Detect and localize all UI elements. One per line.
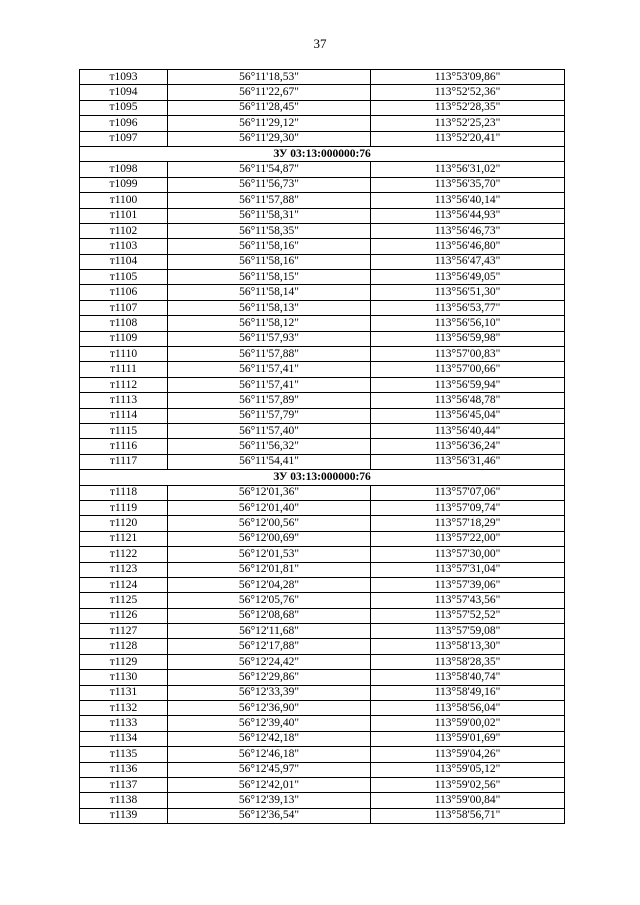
- point-id-cell: т1124: [80, 577, 168, 592]
- point-id-cell: т1136: [80, 762, 168, 777]
- longitude-cell: 113°59'00,02": [371, 716, 565, 731]
- point-id-cell: т1108: [80, 316, 168, 331]
- latitude-cell: 56°12'01,53": [168, 547, 371, 562]
- longitude-cell: 113°52'20,41": [371, 131, 565, 146]
- longitude-cell: 113°56'59,94": [371, 377, 565, 392]
- point-id-cell: т1127: [80, 624, 168, 639]
- table-row: [80, 131, 565, 146]
- table-row: [80, 639, 565, 654]
- longitude-cell: 113°56'49,05": [371, 270, 565, 285]
- table-row: [80, 347, 565, 362]
- longitude-cell: 113°56'47,43": [371, 254, 565, 269]
- longitude-cell: 113°57'18,29": [371, 516, 565, 531]
- longitude-cell: 113°57'43,56": [371, 593, 565, 608]
- point-id-cell: т1095: [80, 100, 168, 115]
- longitude-cell: 113°57'07,06": [371, 485, 565, 500]
- point-id-cell: т1119: [80, 500, 168, 515]
- point-id-cell: т1116: [80, 439, 168, 454]
- table-row: [80, 624, 565, 639]
- longitude-cell: 113°53'09,86": [371, 70, 565, 85]
- point-id-cell: т1123: [80, 562, 168, 577]
- longitude-cell: 113°57'22,00": [371, 531, 565, 546]
- longitude-cell: 113°59'01,69": [371, 731, 565, 746]
- table-row: [80, 685, 565, 700]
- longitude-cell: 113°57'52,52": [371, 608, 565, 623]
- latitude-cell: 56°11'57,89": [168, 393, 371, 408]
- point-id-cell: т1101: [80, 208, 168, 223]
- longitude-cell: 113°58'28,35": [371, 654, 565, 669]
- point-id-cell: т1121: [80, 531, 168, 546]
- coordinates-table: [79, 69, 565, 824]
- longitude-cell: 113°56'40,14": [371, 193, 565, 208]
- point-id-cell: т1107: [80, 300, 168, 315]
- table-row: [80, 362, 565, 377]
- table-row: [80, 562, 565, 577]
- point-id-cell: т1128: [80, 639, 168, 654]
- point-id-cell: т1117: [80, 454, 168, 469]
- point-id-cell: т1102: [80, 223, 168, 238]
- table-row: [80, 454, 565, 469]
- point-id-cell: т1098: [80, 162, 168, 177]
- longitude-cell: 113°56'31,02": [371, 162, 565, 177]
- longitude-cell: 113°59'00,84": [371, 793, 565, 808]
- longitude-cell: 113°56'51,30": [371, 285, 565, 300]
- point-id-cell: т1096: [80, 116, 168, 131]
- table-row: [80, 193, 565, 208]
- table-row: [80, 516, 565, 531]
- table-row: [80, 654, 565, 669]
- point-id-cell: т1131: [80, 685, 168, 700]
- point-id-cell: т1126: [80, 608, 168, 623]
- latitude-cell: 56°11'57,88": [168, 193, 371, 208]
- table-row: [80, 608, 565, 623]
- section-heading-row: [80, 470, 565, 485]
- latitude-cell: 56°11'58,16": [168, 239, 371, 254]
- section-heading-row: [80, 146, 565, 161]
- table-row: [80, 162, 565, 177]
- latitude-cell: 56°12'29,86": [168, 670, 371, 685]
- longitude-cell: 113°56'31,46": [371, 454, 565, 469]
- table-row: [80, 377, 565, 392]
- latitude-cell: 56°11'57,41": [168, 362, 371, 377]
- table-row: [80, 100, 565, 115]
- latitude-cell: 56°11'29,12": [168, 116, 371, 131]
- table-row: [80, 670, 565, 685]
- point-id-cell: т1110: [80, 347, 168, 362]
- latitude-cell: 56°12'01,40": [168, 500, 371, 515]
- point-id-cell: т1133: [80, 716, 168, 731]
- latitude-cell: 56°11'58,31": [168, 208, 371, 223]
- table-row: [80, 316, 565, 331]
- latitude-cell: 56°12'36,90": [168, 701, 371, 716]
- latitude-cell: 56°11'56,32": [168, 439, 371, 454]
- point-id-cell: т1093: [80, 70, 168, 85]
- longitude-cell: 113°56'40,44": [371, 423, 565, 438]
- latitude-cell: 56°12'08,68": [168, 608, 371, 623]
- point-id-cell: т1103: [80, 239, 168, 254]
- latitude-cell: 56°12'01,36": [168, 485, 371, 500]
- latitude-cell: 56°12'01,81": [168, 562, 371, 577]
- table-row: [80, 270, 565, 285]
- point-id-cell: т1114: [80, 408, 168, 423]
- latitude-cell: 56°12'24,42": [168, 654, 371, 669]
- latitude-cell: 56°12'36,54": [168, 808, 371, 823]
- longitude-cell: 113°56'46,73": [371, 223, 565, 238]
- longitude-cell: 113°59'05,12": [371, 762, 565, 777]
- point-id-cell: т1100: [80, 193, 168, 208]
- section-heading: ЗУ 03:13:000000:76: [80, 146, 565, 161]
- latitude-cell: 56°11'58,15": [168, 270, 371, 285]
- longitude-cell: 113°57'59,08": [371, 624, 565, 639]
- point-id-cell: т1129: [80, 654, 168, 669]
- point-id-cell: т1132: [80, 701, 168, 716]
- point-id-cell: т1122: [80, 547, 168, 562]
- longitude-cell: 113°56'45,04": [371, 408, 565, 423]
- longitude-cell: 113°52'52,36": [371, 85, 565, 100]
- latitude-cell: 56°11'54,41": [168, 454, 371, 469]
- point-id-cell: т1106: [80, 285, 168, 300]
- longitude-cell: 113°57'31,04": [371, 562, 565, 577]
- longitude-cell: 113°56'36,24": [371, 439, 565, 454]
- longitude-cell: 113°56'48,78": [371, 393, 565, 408]
- latitude-cell: 56°12'05,76": [168, 593, 371, 608]
- longitude-cell: 113°57'30,00": [371, 547, 565, 562]
- point-id-cell: т1139: [80, 808, 168, 823]
- latitude-cell: 56°12'39,13": [168, 793, 371, 808]
- latitude-cell: 56°12'11,68": [168, 624, 371, 639]
- latitude-cell: 56°12'39,40": [168, 716, 371, 731]
- point-id-cell: т1130: [80, 670, 168, 685]
- longitude-cell: 113°58'13,30": [371, 639, 565, 654]
- longitude-cell: 113°56'59,98": [371, 331, 565, 346]
- table-row: [80, 500, 565, 515]
- longitude-cell: 113°56'53,77": [371, 300, 565, 315]
- table-row: [80, 777, 565, 792]
- latitude-cell: 56°12'00,69": [168, 531, 371, 546]
- latitude-cell: 56°11'56,73": [168, 177, 371, 192]
- table-row: [80, 747, 565, 762]
- latitude-cell: 56°12'42,01": [168, 777, 371, 792]
- latitude-cell: 56°11'57,79": [168, 408, 371, 423]
- table-row: [80, 177, 565, 192]
- longitude-cell: 113°52'28,35": [371, 100, 565, 115]
- longitude-cell: 113°57'09,74": [371, 500, 565, 515]
- table-row: [80, 485, 565, 500]
- longitude-cell: 113°58'40,74": [371, 670, 565, 685]
- latitude-cell: 56°12'46,18": [168, 747, 371, 762]
- table-row: [80, 70, 565, 85]
- point-id-cell: т1099: [80, 177, 168, 192]
- point-id-cell: т1134: [80, 731, 168, 746]
- table-row: [80, 762, 565, 777]
- point-id-cell: т1112: [80, 377, 168, 392]
- table-row: [80, 300, 565, 315]
- longitude-cell: 113°56'44,93": [371, 208, 565, 223]
- longitude-cell: 113°57'00,66": [371, 362, 565, 377]
- point-id-cell: т1118: [80, 485, 168, 500]
- table-row: [80, 593, 565, 608]
- point-id-cell: т1111: [80, 362, 168, 377]
- latitude-cell: 56°11'54,87": [168, 162, 371, 177]
- table-row: [80, 577, 565, 592]
- longitude-cell: 113°56'56,10": [371, 316, 565, 331]
- table-row: [80, 85, 565, 100]
- point-id-cell: т1113: [80, 393, 168, 408]
- latitude-cell: 56°11'58,14": [168, 285, 371, 300]
- table-row: [80, 254, 565, 269]
- table-row: [80, 531, 565, 546]
- page-number: 37: [313, 36, 327, 51]
- point-id-cell: т1115: [80, 423, 168, 438]
- table-row: [80, 793, 565, 808]
- section-heading: ЗУ 03:13:000000:76: [80, 470, 565, 485]
- longitude-cell: 113°58'56,71": [371, 808, 565, 823]
- latitude-cell: 56°11'57,88": [168, 347, 371, 362]
- longitude-cell: 113°57'39,06": [371, 577, 565, 592]
- point-id-cell: т1097: [80, 131, 168, 146]
- point-id-cell: т1138: [80, 793, 168, 808]
- point-id-cell: т1137: [80, 777, 168, 792]
- latitude-cell: 56°11'29,30": [168, 131, 371, 146]
- latitude-cell: 56°11'58,16": [168, 254, 371, 269]
- table-row: [80, 208, 565, 223]
- latitude-cell: 56°11'58,12": [168, 316, 371, 331]
- point-id-cell: т1135: [80, 747, 168, 762]
- longitude-cell: 113°56'35,70": [371, 177, 565, 192]
- table-row: [80, 701, 565, 716]
- table-row: [80, 239, 565, 254]
- latitude-cell: 56°11'22,67": [168, 85, 371, 100]
- point-id-cell: т1125: [80, 593, 168, 608]
- latitude-cell: 56°11'57,41": [168, 377, 371, 392]
- latitude-cell: 56°11'28,45": [168, 100, 371, 115]
- longitude-cell: 113°52'25,23": [371, 116, 565, 131]
- latitude-cell: 56°11'58,13": [168, 300, 371, 315]
- latitude-cell: 56°11'58,35": [168, 223, 371, 238]
- latitude-cell: 56°12'00,56": [168, 516, 371, 531]
- latitude-cell: 56°11'57,40": [168, 423, 371, 438]
- table-row: [80, 547, 565, 562]
- table-row: [80, 331, 565, 346]
- table-row: [80, 223, 565, 238]
- longitude-cell: 113°57'00,83": [371, 347, 565, 362]
- latitude-cell: 56°12'17,88": [168, 639, 371, 654]
- longitude-cell: 113°58'56,04": [371, 701, 565, 716]
- point-id-cell: т1109: [80, 331, 168, 346]
- table-row: [80, 285, 565, 300]
- table-row: [80, 731, 565, 746]
- point-id-cell: т1105: [80, 270, 168, 285]
- latitude-cell: 56°12'04,28": [168, 577, 371, 592]
- table-row: [80, 423, 565, 438]
- table-row: [80, 808, 565, 823]
- longitude-cell: 113°59'04,26": [371, 747, 565, 762]
- table-row: [80, 408, 565, 423]
- point-id-cell: т1094: [80, 85, 168, 100]
- latitude-cell: 56°12'33,39": [168, 685, 371, 700]
- table-row: [80, 393, 565, 408]
- coordinates-table-body: [80, 70, 565, 824]
- longitude-cell: 113°59'02,56": [371, 777, 565, 792]
- point-id-cell: т1120: [80, 516, 168, 531]
- table-row: [80, 116, 565, 131]
- latitude-cell: 56°12'45,97": [168, 762, 371, 777]
- table-row: [80, 439, 565, 454]
- latitude-cell: 56°11'18,53": [168, 70, 371, 85]
- longitude-cell: 113°58'49,16": [371, 685, 565, 700]
- point-id-cell: т1104: [80, 254, 168, 269]
- latitude-cell: 56°11'57,93": [168, 331, 371, 346]
- latitude-cell: 56°12'42,18": [168, 731, 371, 746]
- longitude-cell: 113°56'46,80": [371, 239, 565, 254]
- table-row: [80, 716, 565, 731]
